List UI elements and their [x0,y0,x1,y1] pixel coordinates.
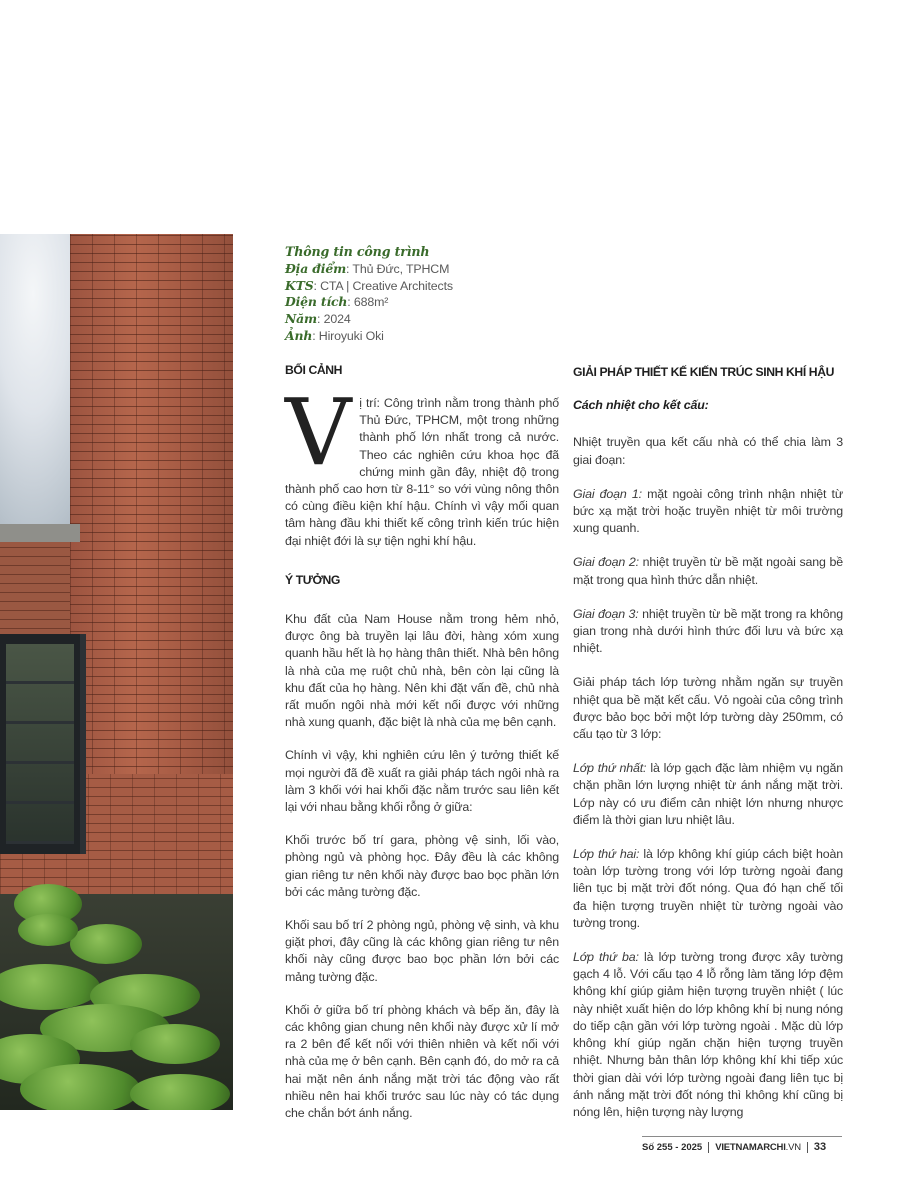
context-paragraph: Vị trí: Công trình nằm trong thành phố Thủ Đức, TPHCM, một trong những thành phố lớn nhất trong cả nước. Theo các nghiên cứu khoa học đã chứng minh gần đây, nhiệt độ trong thành phố cao hơn từ 8-11° so với vùng nông thôn có cùng điều kiện khí hậu. Chính vì vậy mối quan tâm hàng đầu khi thiết kế công trình kiến trúc hiện đại nhiệt đới là sự tiện nghi khí hậu. [285,378,559,548]
project-info-title: Thông tin công trình [285,244,430,259]
website-name: VIETNAMARCHI.VN [708,1142,808,1153]
solution-item-4: Giải pháp tách lớp tường nhằm ngăn sự truyền nhiệt qua bề mặt kết cấu. Vỏ ngoài của công trình được bảo bọc bởi một lớp tường dày 250mm, có cấu tạo từ 3 lớp: [573,675,843,742]
text-column-left [285,244,559,1138]
solution-item-5: Lớp thứ nhất: là lớp gạch đặc làm nhiệm vụ ngăn chặn phần lớn lượng nhiệt từ ánh nắng mặt trời. Lớp này có ưu điểm cản nhiệt lớn nhưng nhược điểm là thời gian lưu nhiệt lâu. [573,761,843,827]
photo-brick-wall [70,234,233,794]
project-info [285,244,559,345]
info-row-architect: KTS: CTA | Creative Architects [285,277,453,293]
idea-paragraph-1: Khu đất của Nam House nằm trong hẻm nhỏ, được ông bà truyền lại lâu đời, hàng xóm xung quanh hầu hết là họ hàng thân thiết. Nhà bên hông là nhà của mẹ ruột chủ nhà, bên còn lại cũng là khu đất của họ hàng. Nên khi đặt vấn đề, chủ nhà rất muốn ngôi nhà mới kết nối được với những nhà xung quanh, đặc biệt là nhà của mẹ bên cạnh. [285,612,559,730]
info-row-area: Diện tích: 688m² [285,294,389,310]
solution-item-1: Giai đoạn 1: mặt ngoài công trình nhận nhiệt từ bức xạ mặt trời hoặc truyền nhiệt từ môi trường xung quanh. [573,486,843,536]
issue-number: Số 255 - 2025 [642,1141,703,1153]
info-row-location: Địa điểm: Thủ Đức, TPHCM [285,260,450,276]
solution-item-3: Giai đoạn 3: nhiệt truyền từ bề mặt trong ra không gian trong nhà dưới hình thức đối lưu và bức xạ nhiệt. [573,606,843,656]
heading-idea: Ý TƯỞNG [285,572,340,587]
photo-pond [0,894,233,1110]
text-column-right [573,364,843,1138]
info-row-photo: Ảnh: Hiroyuki Oki [285,327,384,343]
page-footer [642,1136,842,1157]
page-number: 33 [813,1141,827,1153]
solution-item-6: Lớp thứ hai: là lớp không khí giúp cách biệt hoàn toàn lớp tường trong với lớp tường ngoài đang liên tục bị mặt trời đốt nóng. Qua đó hạn chế tối đa hiện tượng truyền nhiệt từ tường ngoài vào tường trong. [573,847,843,930]
photo-window-frame [0,634,86,854]
building-photo [0,234,233,1110]
idea-paragraph-3: Khối trước bố trí gara, phòng vệ sinh, lối vào, phòng ngủ và phòng học. Đây đều là các không gian riêng tư nên khối này được bao bọc phần lớn bởi các mảng tường đặc. [285,833,559,899]
subheading-insulation: Cách nhiệt cho kết cấu: [573,398,709,413]
photo-concrete-slab [0,524,80,542]
idea-paragraph-5: Khối ở giữa bố trí phòng khách và bếp ăn, đây là các không gian chung nên khối này được xử lí mở ra 2 bên để kết nối với thiên nhiên và kết nối với nhà của mẹ ở bên cạnh. Bên cạnh đó, do mở ra cả hai mặt nên ánh nắng mặt trời tác động vào rất nhiều nên hai khối trước sau lúc này có tác dụng che chắn bớt ánh nắng. [285,1002,559,1121]
info-row-year: Năm: 2024 [285,311,351,327]
idea-paragraph-4: Khối sau bố trí 2 phòng ngủ, phòng vệ sinh, và khu giặt phơi, đây cũng là các không gian riêng tư nên khối này cũng được bao bọc phần lớn bởi các mảng tường đặc. [285,918,559,984]
solution-item-2: Giai đoạn 2: nhiệt truyền từ bề mặt ngoài sang bề mặt trong qua hình thức dẫn nhiệt. [573,555,843,587]
drop-cap: V [285,378,352,486]
solution-intro: Nhiệt truyền qua kết cấu nhà có thể chia làm 3 giai đoạn: [573,435,843,467]
idea-paragraph-2: Chính vì vậy, khi nghiên cứu lên ý tưởng thiết kế mọi người đã đề xuất ra giải pháp tách ngôi nhà ra làm 3 khối với hai khối đặc nằm trước sau liên kết lại với nhau bằng khối rỗng ở giữa: [285,748,559,815]
solution-item-7: Lớp thứ ba: là lớp tường trong được xây tường gạch 4 lỗ. Với cấu tạo 4 lỗ rỗng làm tăng lớp đệm không khí giúp giảm hiện tượng truyền nhiệt ( lúc này nhiệt xuất hiện do lớp không khí bị nung nóng do tiếp cận gần với lớp tường ngoài . Mặc dù lớp không khí giúp ngăn chặn hiện tượng truyền nhiệt. Nhưng bản thân lớp không khí khi tiếp xúc thời gian dài với lớp tường ngoài đang liên tục bị ánh nắng mặt trời đốt nóng thì không khí cũng bị nóng lên, hiện tượng này lượng [573,950,844,1119]
heading-solution: GIẢI PHÁP THIẾT KẾ KIẾN TRÚC SINH KHÍ HẬU [573,365,834,379]
heading-context: BỐI CẢNH [285,362,343,377]
